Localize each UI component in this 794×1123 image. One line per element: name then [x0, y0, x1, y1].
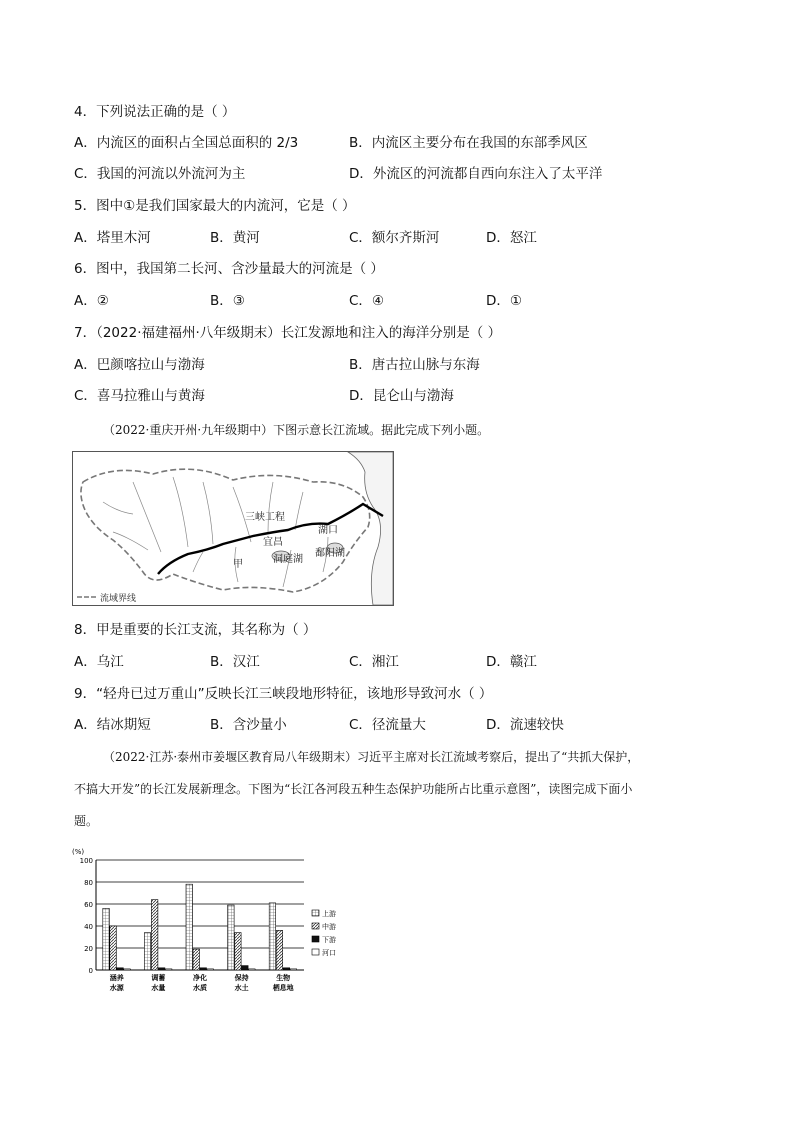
q8-option-c: C．湘江 — [349, 654, 399, 670]
chart-bar — [249, 969, 256, 970]
intro-chart-line2: 不搞大开发”的长江发展新理念。下图为“长江各河段五种生态保护功能所占比重示意图”，读图完成下面小 — [74, 782, 633, 796]
q5-option-c: C．额尔齐斯河 — [349, 230, 440, 246]
chart-bar — [103, 908, 110, 970]
q5-option-d: D．怒江 — [486, 230, 537, 246]
chart-ytick-label: 60 — [84, 901, 93, 909]
chart-legend-swatch — [312, 936, 319, 942]
q4-stem: 4．下列说法正确的是（ ） — [74, 104, 236, 120]
chart-legend-label: 中游 — [322, 923, 336, 931]
q8-option-a: A．乌江 — [74, 654, 124, 670]
q6-option-c: C．④ — [349, 293, 385, 309]
chart-ytick-label: 20 — [84, 945, 93, 953]
q9-option-d: D．流速较快 — [486, 717, 564, 733]
chart-bar — [110, 926, 117, 970]
chart-ytick-label: 40 — [84, 923, 93, 931]
label-poyang: 鄱阳湖 — [315, 548, 345, 559]
chart-ytick-label: 0 — [88, 967, 93, 975]
chart-category-label: 生物 — [276, 974, 291, 982]
chart-bar — [193, 949, 200, 970]
legend-boundary-label: 流域界线 — [100, 594, 137, 604]
chart-category-label: 水源 — [109, 984, 124, 992]
q9-option-b: B．含沙量小 — [210, 717, 287, 733]
chart-legend-swatch — [312, 910, 319, 916]
q8-option-d: D．赣江 — [486, 654, 537, 670]
chart-bar — [283, 968, 290, 970]
chart-bar — [242, 966, 249, 970]
chart-bar — [124, 969, 131, 970]
chart-legend-label: 河口 — [322, 949, 336, 957]
intro-yangtze-map: （2022·重庆开州·九年级期中）下图示意长江流域。据此完成下列小题。 — [103, 423, 490, 437]
q4-option-c: C．我国的河流以外流河为主 — [74, 166, 246, 182]
label-three-gorges: 三峡工程 — [245, 512, 285, 523]
q9-stem: 9．“轻舟已过万重山”反映长江三峡段地形特征，该地形导致河水（ ） — [74, 686, 493, 702]
q4-option-d: D．外流区的河流都自西向东注入了太平洋 — [349, 166, 603, 182]
q4-option-a: A．内流区的面积占全国总面积的 2/3 — [74, 135, 299, 151]
q7-option-c: C．喜马拉雅山与黄海 — [74, 388, 205, 404]
chart-bar — [235, 933, 242, 970]
ecology-function-chart — [72, 846, 342, 996]
chart-bar — [200, 968, 207, 970]
q8-stem: 8．甲是重要的长江支流，其名称为（ ） — [74, 622, 317, 638]
chart-ytick-label: 100 — [79, 857, 93, 865]
yangtze-basin-map — [72, 451, 394, 606]
q8-option-b: B．汉江 — [210, 654, 260, 670]
chart-category-label: 水土 — [234, 984, 249, 992]
map-svg — [73, 452, 393, 605]
q5-stem: 5．图中①是我们国家最大的内流河，它是（ ） — [74, 198, 356, 214]
chart-bar — [207, 969, 214, 970]
chart-category-label: 涵养 — [109, 974, 124, 982]
chart-category-label: 水量 — [151, 984, 166, 992]
chart-bar — [144, 933, 151, 970]
q7-option-a: A．巴颜喀拉山与渤海 — [74, 357, 205, 373]
q9-option-c: C．径流量大 — [349, 717, 426, 733]
q7-option-d: D．昆仑山与渤海 — [349, 388, 454, 404]
chart-svg — [72, 846, 342, 996]
chart-bar — [165, 969, 172, 970]
chart-bar — [276, 930, 283, 970]
chart-bar — [117, 968, 124, 970]
chart-bar — [269, 903, 276, 970]
label-jia: 甲 — [233, 559, 243, 570]
sea-area — [348, 452, 393, 605]
label-yichang: 宜昌 — [263, 537, 283, 548]
intro-chart-line3: 题。 — [74, 814, 99, 828]
chart-bar — [186, 884, 193, 970]
chart-bar — [158, 968, 165, 970]
chart-category-label: 调蓄 — [151, 974, 166, 982]
chart-legend-swatch — [312, 949, 319, 955]
chart-bar — [228, 905, 235, 970]
label-dongting: 洞庭湖 — [273, 554, 303, 565]
chart-category-label: 栖息地 — [272, 984, 294, 992]
chart-ytick-label: 80 — [84, 879, 93, 887]
intro-chart-line1: （2022·江苏·泰州市姜堰区教育局八年级期末）习近平主席对长江流域考察后，提出了“共抓大保护， — [103, 750, 640, 764]
q6-option-a: A．② — [74, 293, 109, 309]
q7-stem: 7．（2022·福建福州·八年级期末）长江发源地和注入的海洋分别是（ ） — [74, 325, 502, 341]
chart-category-label: 水质 — [193, 984, 207, 992]
chart-legend-label: 上游 — [322, 910, 336, 918]
q6-option-d: D．① — [486, 293, 522, 309]
chart-ylabel: (%) — [72, 848, 85, 856]
chart-bar — [151, 900, 158, 970]
label-hukou: 湖口 — [318, 525, 338, 536]
q4-option-b: B．内流区主要分布在我国的东部季风区 — [349, 135, 588, 151]
chart-category-label: 净化 — [193, 974, 207, 982]
q7-option-b: B．唐古拉山脉与东海 — [349, 357, 480, 373]
q5-option-b: B．黄河 — [210, 230, 260, 246]
q9-option-a: A．结冰期短 — [74, 717, 151, 733]
q6-stem: 6．图中，我国第二长河、含沙量最大的河流是（ ） — [74, 261, 384, 277]
chart-legend-label: 下游 — [322, 936, 336, 944]
q5-option-a: A．塔里木河 — [74, 230, 151, 246]
tributaries — [103, 477, 328, 587]
chart-legend-swatch — [312, 923, 319, 929]
q6-option-b: B．③ — [210, 293, 245, 309]
chart-bar — [290, 969, 297, 970]
chart-category-label: 保持 — [234, 974, 249, 982]
